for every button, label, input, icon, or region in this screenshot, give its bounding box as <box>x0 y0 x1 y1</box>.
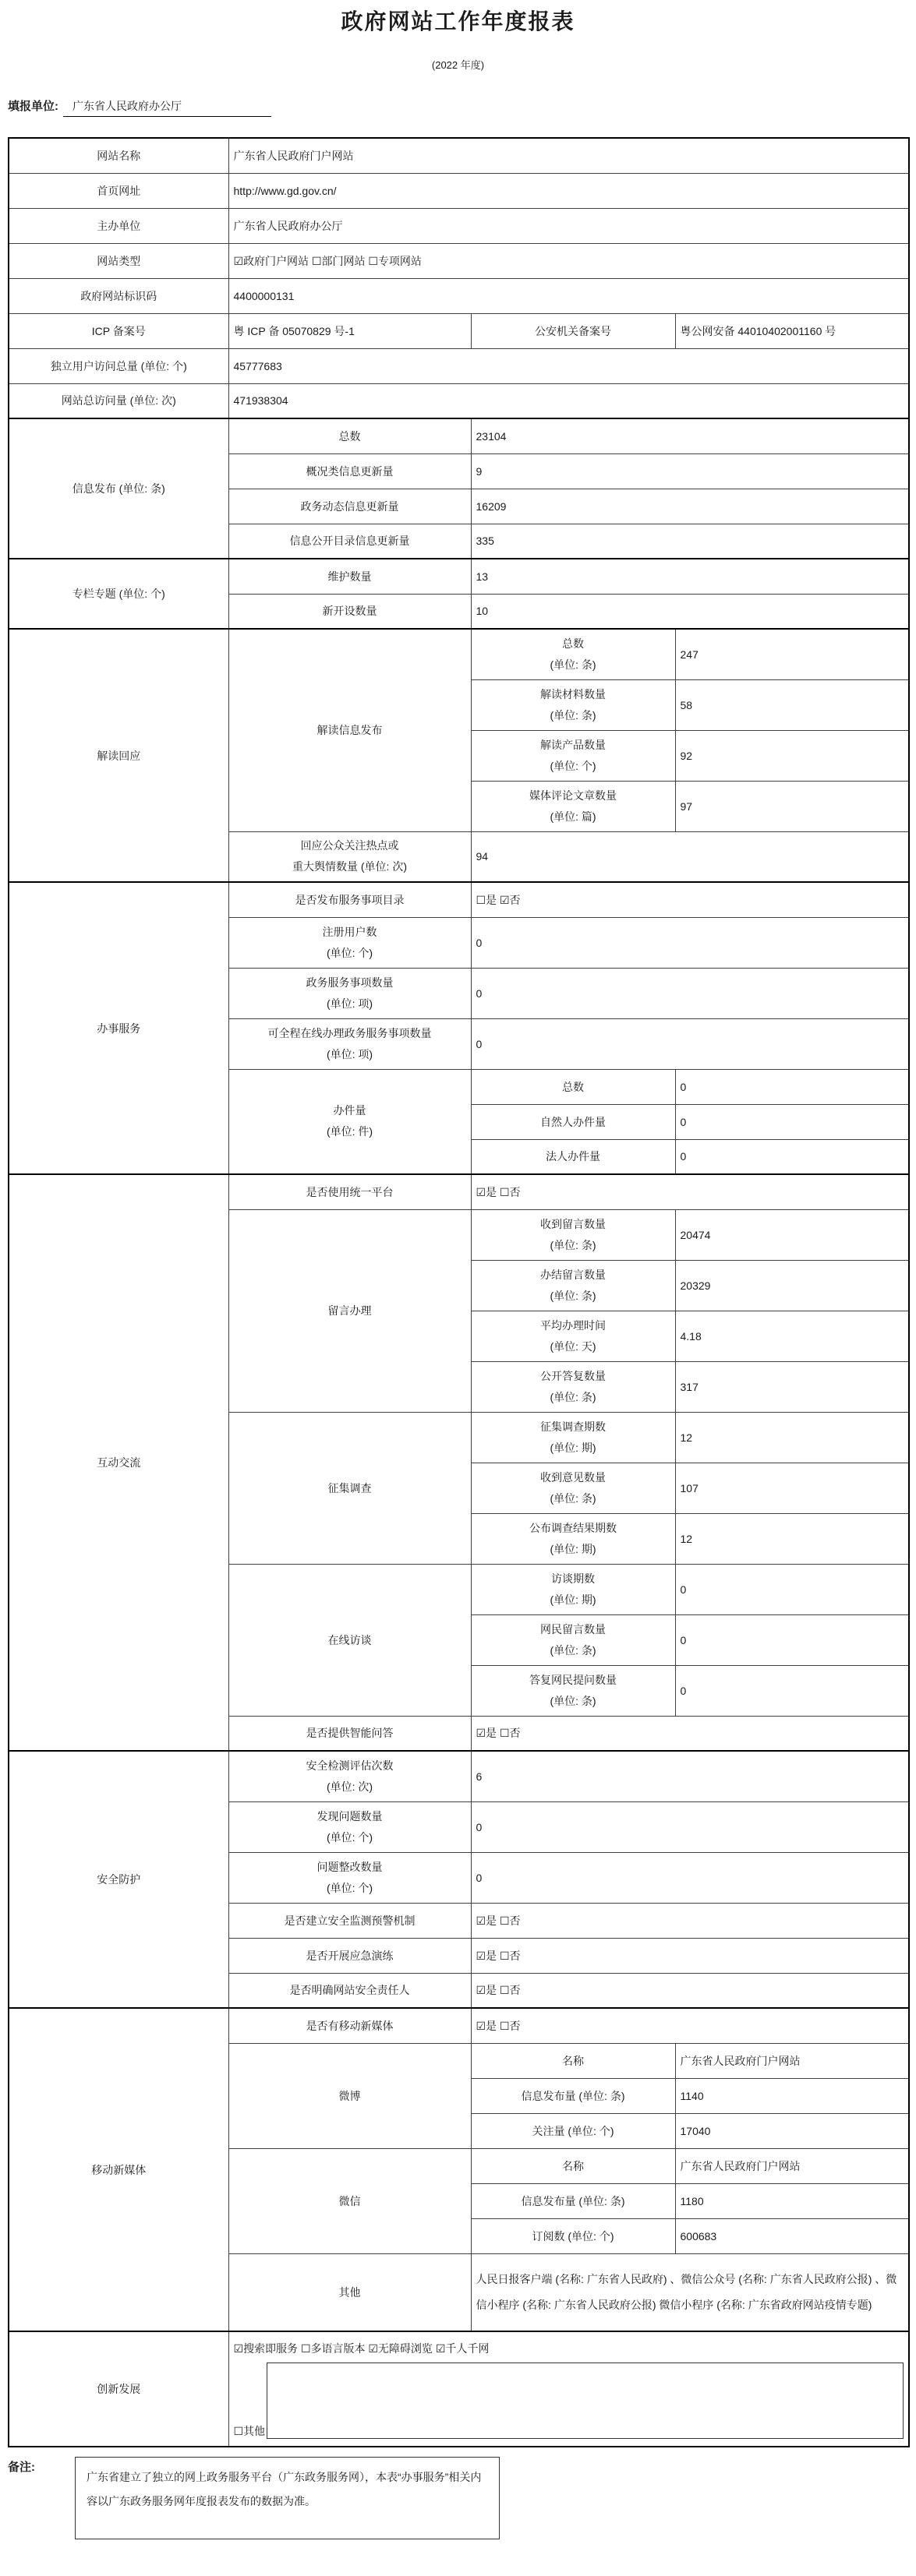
smart-qa-label: 是否提供智能问答 <box>228 1716 471 1751</box>
service-row-value: 0 <box>471 968 909 1018</box>
message-row-unit: (单位: 条) <box>550 1289 596 1302</box>
interpret-row-value: 58 <box>675 679 909 730</box>
message-row-label-line1: 办结留言数量 <box>540 1268 606 1281</box>
hot-response-label <box>228 831 471 882</box>
unique-visitors-value: 45777683 <box>228 348 909 383</box>
service-catalog-checkboxes: ☐是 ☑否 <box>471 882 909 917</box>
columns-topics-row-label: 新开设数量 <box>228 594 471 629</box>
icp-value: 粤 ICP 备 05070829 号-1 <box>228 313 471 348</box>
weibo-label: 微博 <box>228 2043 471 2148</box>
security-metric-label <box>228 1751 471 1801</box>
message-handling-label: 留言办理 <box>228 1209 471 1412</box>
wechat-label: 微信 <box>228 2148 471 2253</box>
columns-topics-row-value: 10 <box>471 594 909 629</box>
survey-row-label-line1: 征集调查期数 <box>540 1420 606 1433</box>
security-metric-value: 0 <box>471 1801 909 1852</box>
security-metric-label <box>228 1852 471 1903</box>
interview-row-label <box>471 1665 675 1716</box>
filler-unit-line <box>8 97 908 117</box>
wechat-row-value: 1180 <box>675 2183 909 2218</box>
home-url-value: http://www.gd.gov.cn/ <box>228 173 909 208</box>
mobile-has-checkboxes: ☑是 ☐否 <box>471 2008 909 2043</box>
table-row <box>9 559 909 594</box>
site-name-value: 广东省人民政府门户网站 <box>228 138 909 173</box>
service-volume-row-value: 0 <box>675 1069 909 1104</box>
survey-row-unit: (单位: 期) <box>550 1542 596 1555</box>
security-metric-value: 0 <box>471 1852 909 1903</box>
message-row-unit: (单位: 条) <box>550 1390 596 1403</box>
interview-row-label-line1: 答复网民提问数量 <box>529 1673 617 1686</box>
notes-label: 备注: <box>8 2461 35 2474</box>
unified-platform-checkboxes: ☑是 ☐否 <box>471 1174 909 1209</box>
weibo-row-label: 关注量 (单位: 个) <box>471 2113 675 2148</box>
security-section-label: 安全防护 <box>9 1751 228 2008</box>
mobile-other-label: 其他 <box>228 2253 471 2331</box>
service-row-value: 0 <box>471 917 909 968</box>
service-row-value: 0 <box>471 1018 909 1069</box>
mobile-has-label: 是否有移动新媒体 <box>228 2008 471 2043</box>
survey-row-label-line1: 公布调查结果期数 <box>529 1521 617 1534</box>
service-row-label <box>228 968 471 1018</box>
security-bool-checkboxes: ☑是 ☐否 <box>471 1973 909 2008</box>
service-row-label-line1: 政务服务事项数量 <box>306 976 394 989</box>
security-metric-value: 6 <box>471 1751 909 1801</box>
table-row <box>9 173 909 208</box>
info-publish-section-label: 信息发布 (单位: 条) <box>9 418 228 559</box>
unique-visitors-label: 独立用户访问总量 (单位: 个) <box>9 348 228 383</box>
survey-row-value: 12 <box>675 1513 909 1564</box>
innovation-section-label: 创新发展 <box>9 2331 228 2447</box>
message-row-label-line1: 公开答复数量 <box>540 1369 606 1382</box>
interaction-section-label: 互动交流 <box>9 1174 228 1751</box>
wechat-row-value: 600683 <box>675 2218 909 2253</box>
table-row <box>9 882 909 917</box>
interview-row-label-line1: 访谈期数 <box>551 1572 595 1585</box>
page-title: 政府网站工作年度报表 <box>341 9 575 34</box>
security-bool-label: 是否明确网站安全责任人 <box>228 1973 471 2008</box>
message-row-value: 317 <box>675 1361 909 1412</box>
filler-unit-label: 填报单位: <box>8 100 58 113</box>
service-volume-row-value: 0 <box>675 1104 909 1139</box>
table-row <box>9 418 909 453</box>
notes-text: 广东省建立了独立的网上政务服务平台（广东政务服务网），本表“办事服务”相关内容以广东政务服务网年度报表发布的数据为准。 <box>87 2471 482 2507</box>
message-row-value: 20329 <box>675 1260 909 1311</box>
table-row <box>9 208 909 243</box>
interview-row-unit: (单位: 条) <box>550 1694 596 1707</box>
mobile-section-label: 移动新媒体 <box>9 2008 228 2331</box>
interpret-row-unit: (单位: 条) <box>550 708 596 722</box>
security-metric-unit: (单位: 个) <box>326 1830 373 1844</box>
filler-unit-value: 广东省人民政府办公厅 <box>63 98 271 117</box>
icp-label: ICP 备案号 <box>9 313 228 348</box>
service-row-label <box>228 917 471 968</box>
service-row-label-line1: 可全程在线办理政务服务事项数量 <box>267 1026 432 1039</box>
service-row-label-line1: 注册用户数 <box>322 925 377 938</box>
interpret-row-label-line1: 解读产品数量 <box>540 738 606 751</box>
service-catalog-label: 是否发布服务事项目录 <box>228 882 471 917</box>
wechat-row-value: 广东省人民政府门户网站 <box>675 2148 909 2183</box>
service-volume-row-value: 0 <box>675 1139 909 1174</box>
service-volume-label-line1: 办件量 <box>333 1104 366 1117</box>
service-volume-unit: (单位: 件) <box>326 1125 373 1138</box>
security-metric-label-line1: 发现问题数量 <box>317 1809 383 1823</box>
message-row-value: 4.18 <box>675 1311 909 1361</box>
interview-row-label-line1: 网民留言数量 <box>540 1622 606 1636</box>
table-row <box>9 2331 909 2447</box>
table-row <box>9 2008 909 2043</box>
wechat-row-label: 名称 <box>471 2148 675 2183</box>
message-row-label <box>471 1260 675 1311</box>
info-publish-row-label: 总数 <box>228 418 471 453</box>
mobile-other-value: 人民日报客户端 (名称: 广东省人民政府) 、微信公众号 (名称: 广东省人民政府公报) 、微信小程序 (名称: 广东省人民政府公报) 微信小程序 (名称: 广东省政府网站疫情专题) <box>471 2253 909 2331</box>
columns-topics-row-label: 维护数量 <box>228 559 471 594</box>
interpret-row-value: 97 <box>675 781 909 831</box>
table-row <box>9 1751 909 1801</box>
hot-response-label-line2: 重大舆情数量 (单位: 次) <box>292 860 407 873</box>
interview-row-unit: (单位: 条) <box>550 1643 596 1657</box>
organizer-value: 广东省人民政府办公厅 <box>228 208 909 243</box>
info-publish-row-value: 9 <box>471 453 909 489</box>
innovation-content-cell <box>228 2331 909 2447</box>
info-publish-row-label: 信息公开目录信息更新量 <box>228 524 471 559</box>
info-publish-row-value: 23104 <box>471 418 909 453</box>
survey-row-value: 107 <box>675 1463 909 1513</box>
innovation-other-row <box>234 2363 904 2439</box>
interview-row-value: 0 <box>675 1564 909 1614</box>
service-row-unit: (单位: 项) <box>326 997 373 1010</box>
survey-row-value: 12 <box>675 1412 909 1463</box>
site-name-label: 网站名称 <box>9 138 228 173</box>
message-row-label-line1: 收到留言数量 <box>540 1217 606 1230</box>
security-bool-label: 是否开展应急演练 <box>228 1938 471 1973</box>
site-code-label: 政府网站标识码 <box>9 278 228 313</box>
message-row-label <box>471 1361 675 1412</box>
notes-box <box>75 2457 500 2539</box>
interpret-row-unit: (单位: 条) <box>550 658 596 671</box>
interpret-row-label <box>471 730 675 781</box>
message-row-label <box>471 1311 675 1361</box>
site-type-label: 网站类型 <box>9 243 228 278</box>
security-metric-unit: (单位: 个) <box>326 1881 373 1894</box>
interview-row-value: 0 <box>675 1614 909 1665</box>
interpret-section-label: 解读回应 <box>9 629 228 882</box>
wechat-row-label: 订阅数 (单位: 个) <box>471 2218 675 2253</box>
service-row-unit: (单位: 项) <box>326 1047 373 1060</box>
total-visits-label: 网站总访问量 (单位: 次) <box>9 383 228 418</box>
smart-qa-checkboxes: ☑是 ☐否 <box>471 1716 909 1751</box>
table-row <box>9 243 909 278</box>
survey-row-label <box>471 1463 675 1513</box>
interview-row-value: 0 <box>675 1665 909 1716</box>
page-subtitle: (2022 年度) <box>431 59 485 71</box>
hot-response-label-line1: 回应公众关注热点或 <box>300 839 399 852</box>
annual-report-table <box>8 137 910 2447</box>
home-url-label: 首页网址 <box>9 173 228 208</box>
security-metric-label-line1: 问题整改数量 <box>317 1860 383 1873</box>
security-metric-label <box>228 1801 471 1852</box>
interview-row-label <box>471 1614 675 1665</box>
service-volume-row-label: 总数 <box>471 1069 675 1104</box>
unified-platform-label: 是否使用统一平台 <box>228 1174 471 1209</box>
interpret-row-label <box>471 679 675 730</box>
table-row <box>9 383 909 418</box>
table-row <box>9 629 909 679</box>
interpret-row-value: 247 <box>675 629 909 679</box>
interview-label: 在线访谈 <box>228 1564 471 1716</box>
table-row <box>9 313 909 348</box>
weibo-row-label: 名称 <box>471 2043 675 2078</box>
security-bool-checkboxes: ☑是 ☐否 <box>471 1903 909 1938</box>
columns-topics-row-value: 13 <box>471 559 909 594</box>
survey-label: 征集调查 <box>228 1412 471 1564</box>
weibo-row-value: 广东省人民政府门户网站 <box>675 2043 909 2078</box>
service-volume-row-label: 法人办件量 <box>471 1139 675 1174</box>
table-row <box>9 138 909 173</box>
interpret-row-value: 92 <box>675 730 909 781</box>
info-publish-row-value: 16209 <box>471 489 909 524</box>
info-publish-row-value: 335 <box>471 524 909 559</box>
interpret-row-unit: (单位: 篇) <box>550 810 596 823</box>
security-metric-unit: (单位: 次) <box>326 1780 373 1793</box>
interpret-row-label-line1: 媒体评论文章数量 <box>529 789 617 802</box>
service-row-label <box>228 1018 471 1069</box>
message-row-label-line1: 平均办理时间 <box>540 1318 606 1332</box>
service-volume-row-label: 自然人办件量 <box>471 1104 675 1139</box>
police-record-value: 粤公网安备 44010402001160 号 <box>675 313 909 348</box>
info-publish-row-label: 政务动态信息更新量 <box>228 489 471 524</box>
weibo-row-value: 1140 <box>675 2078 909 2113</box>
interview-row-unit: (单位: 期) <box>550 1593 596 1606</box>
survey-row-label <box>471 1412 675 1463</box>
hot-response-value: 94 <box>471 831 909 882</box>
interpret-row-label <box>471 629 675 679</box>
survey-row-unit: (单位: 条) <box>550 1491 596 1505</box>
weibo-row-label: 信息发布量 (单位: 条) <box>471 2078 675 2113</box>
total-visits-value: 471938304 <box>228 383 909 418</box>
interpret-row-label-line1: 总数 <box>562 637 584 650</box>
service-section-label: 办事服务 <box>9 882 228 1174</box>
interpret-row-unit: (单位: 个) <box>550 759 596 772</box>
message-row-label <box>471 1209 675 1260</box>
service-row-unit: (单位: 个) <box>326 946 373 959</box>
table-row <box>9 348 909 383</box>
interpret-row-label <box>471 781 675 831</box>
interpret-row-label-line1: 解读材料数量 <box>540 687 606 700</box>
interpret-publish-label: 解读信息发布 <box>228 629 471 831</box>
survey-row-unit: (单位: 期) <box>550 1441 596 1454</box>
weibo-row-value: 17040 <box>675 2113 909 2148</box>
service-volume-label <box>228 1069 471 1174</box>
table-row <box>9 278 909 313</box>
security-bool-label: 是否建立安全监测预警机制 <box>228 1903 471 1938</box>
message-row-unit: (单位: 天) <box>550 1339 596 1353</box>
wechat-row-label: 信息发布量 (单位: 条) <box>471 2183 675 2218</box>
survey-row-label-line1: 收到意见数量 <box>540 1470 606 1484</box>
table-row <box>9 1174 909 1209</box>
innovation-checkboxes: ☑搜索即服务 ☐多语言版本 ☑无障碍浏览 ☑千人千网 <box>233 2342 490 2355</box>
notes-section <box>8 2457 908 2539</box>
info-publish-row-label: 概况类信息更新量 <box>228 453 471 489</box>
survey-row-label <box>471 1513 675 1564</box>
columns-topics-section-label: 专栏专题 (单位: 个) <box>9 559 228 629</box>
message-row-value: 20474 <box>675 1209 909 1260</box>
organizer-label: 主办单位 <box>9 208 228 243</box>
site-code-value: 4400000131 <box>228 278 909 313</box>
police-record-label: 公安机关备案号 <box>471 313 675 348</box>
interview-row-label <box>471 1564 675 1614</box>
message-row-unit: (单位: 条) <box>550 1238 596 1251</box>
innovation-other-textbox <box>267 2363 904 2439</box>
innovation-other-checkbox: ☐其他 <box>233 2425 266 2437</box>
site-type-checkboxes: ☑政府门户网站 ☐部门网站 ☐专项网站 <box>228 243 909 278</box>
security-metric-label-line1: 安全检测评估次数 <box>306 1759 394 1772</box>
security-bool-checkboxes: ☑是 ☐否 <box>471 1938 909 1973</box>
